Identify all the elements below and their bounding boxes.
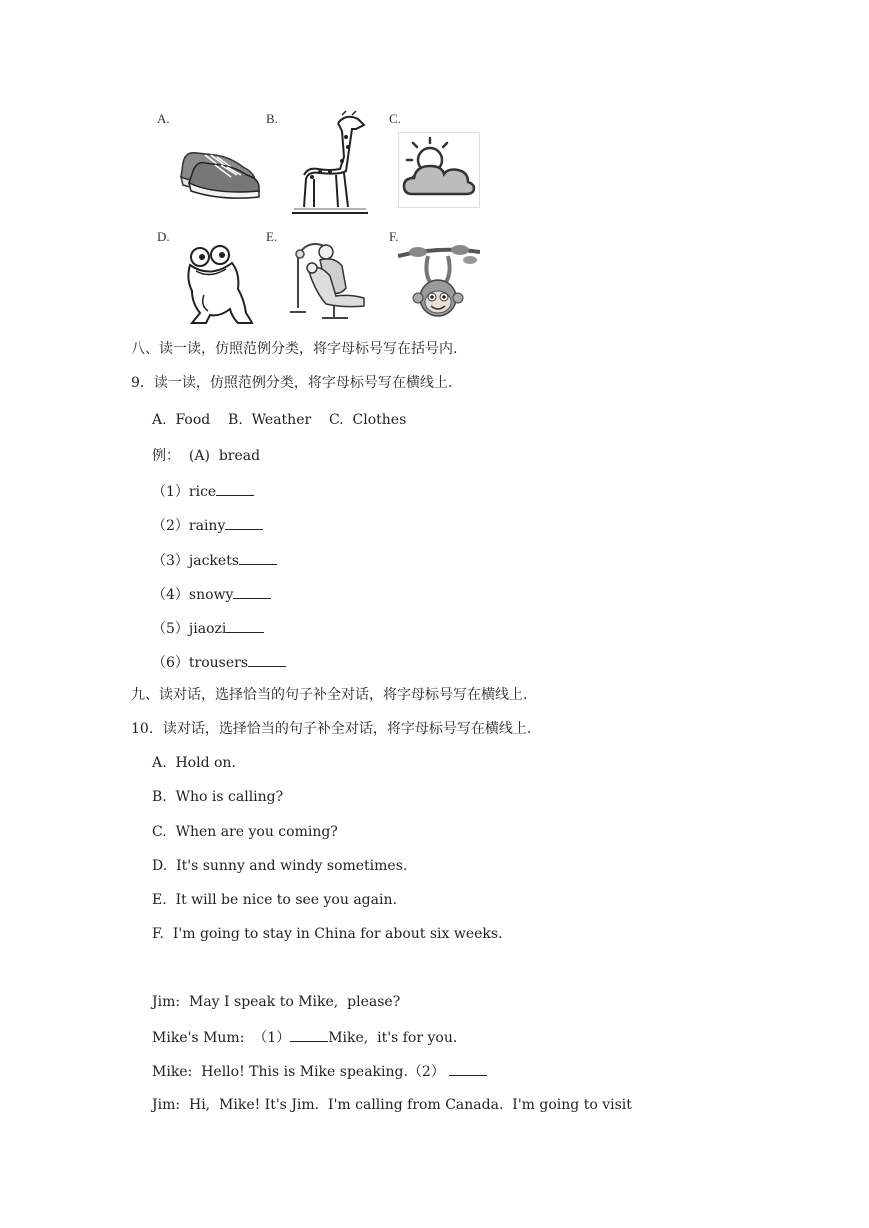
item-text: （6）trousers — [152, 655, 249, 671]
monkey-icon — [398, 242, 480, 322]
picture-label-a: A. — [157, 111, 170, 126]
question-9-example: 例： (A) bread — [152, 448, 261, 464]
answer-blank[interactable] — [225, 515, 263, 530]
question-10-option-f: F. I'm going to stay in China for about six weeks. — [152, 926, 503, 942]
picture-label-d: D. — [157, 229, 170, 244]
question-10-option-d: D. It's sunny and windy sometimes. — [152, 858, 408, 874]
sneakers-icon — [175, 133, 265, 203]
dialogue-line-1: Jim: May I speak to Mike, please? — [152, 994, 401, 1010]
question-9-item-3 — [152, 550, 277, 570]
question-10-option-c: C. When are you coming? — [152, 824, 338, 840]
picture-label-c: C. — [389, 111, 401, 126]
answer-blank[interactable] — [290, 1027, 328, 1042]
item-text: （5）jiaozi — [152, 621, 227, 637]
question-10-title: 10．读对话，选择恰当的句子补全对话，将字母标号写在横线上. — [131, 721, 532, 737]
dialogue-line-2-end: Mike, it's for you. — [328, 1030, 458, 1046]
sun-cloud-icon — [398, 132, 480, 208]
answer-blank[interactable] — [449, 1061, 487, 1076]
question-9-categories: A. Food B. Weather C. Clothes — [152, 412, 407, 428]
section-9-heading: 九、读对话，选择恰当的句子补全对话，将字母标号写在横线上. — [131, 687, 528, 703]
question-9-item-4 — [152, 584, 271, 604]
answer-blank[interactable] — [248, 652, 286, 667]
picture-label-f: F. — [389, 229, 399, 244]
answer-blank[interactable] — [216, 481, 254, 496]
picture-label-e: E. — [266, 229, 278, 244]
item-text: （1）rice — [152, 484, 217, 500]
answer-blank[interactable] — [239, 550, 277, 565]
dialogue-line-3 — [152, 1061, 487, 1081]
frog-icon — [180, 243, 256, 327]
question-9-item-1 — [152, 481, 254, 501]
answer-blank[interactable] — [226, 618, 264, 633]
question-10-option-a: A. Hold on. — [152, 755, 236, 771]
question-10-option-b: B. Who is calling? — [152, 789, 284, 805]
question-9-item-5 — [152, 618, 264, 638]
dialogue-line-4: Jim: Hi, Mike! It's Jim. I'm calling from Canada. I'm going to visit — [152, 1097, 632, 1113]
section-8-heading: 八、读一读，仿照范例分类，将字母标号写在括号内. — [131, 341, 458, 357]
question-9-item-6 — [152, 652, 286, 672]
item-text: （4）snowy — [152, 587, 234, 603]
picture-label-b: B. — [266, 111, 278, 126]
giraffe-icon — [290, 109, 370, 219]
question-9-title: 9．读一读，仿照范例分类，将字母标号写在横线上. — [131, 375, 453, 391]
answer-blank[interactable] — [233, 584, 271, 599]
question-9-item-2 — [152, 515, 263, 535]
question-10-option-e: E. It will be nice to see you again. — [152, 892, 397, 908]
item-text: （3）jackets — [152, 553, 240, 569]
item-text: （2）rainy — [152, 518, 226, 534]
dialogue-line-2-start: Mike's Mum: （1） — [152, 1030, 291, 1046]
dialogue-line-2 — [152, 1027, 457, 1047]
dentist-icon — [290, 238, 368, 320]
dialogue-line-3-start: Mike: Hello! This is Mike speaking.（2） — [152, 1064, 445, 1080]
